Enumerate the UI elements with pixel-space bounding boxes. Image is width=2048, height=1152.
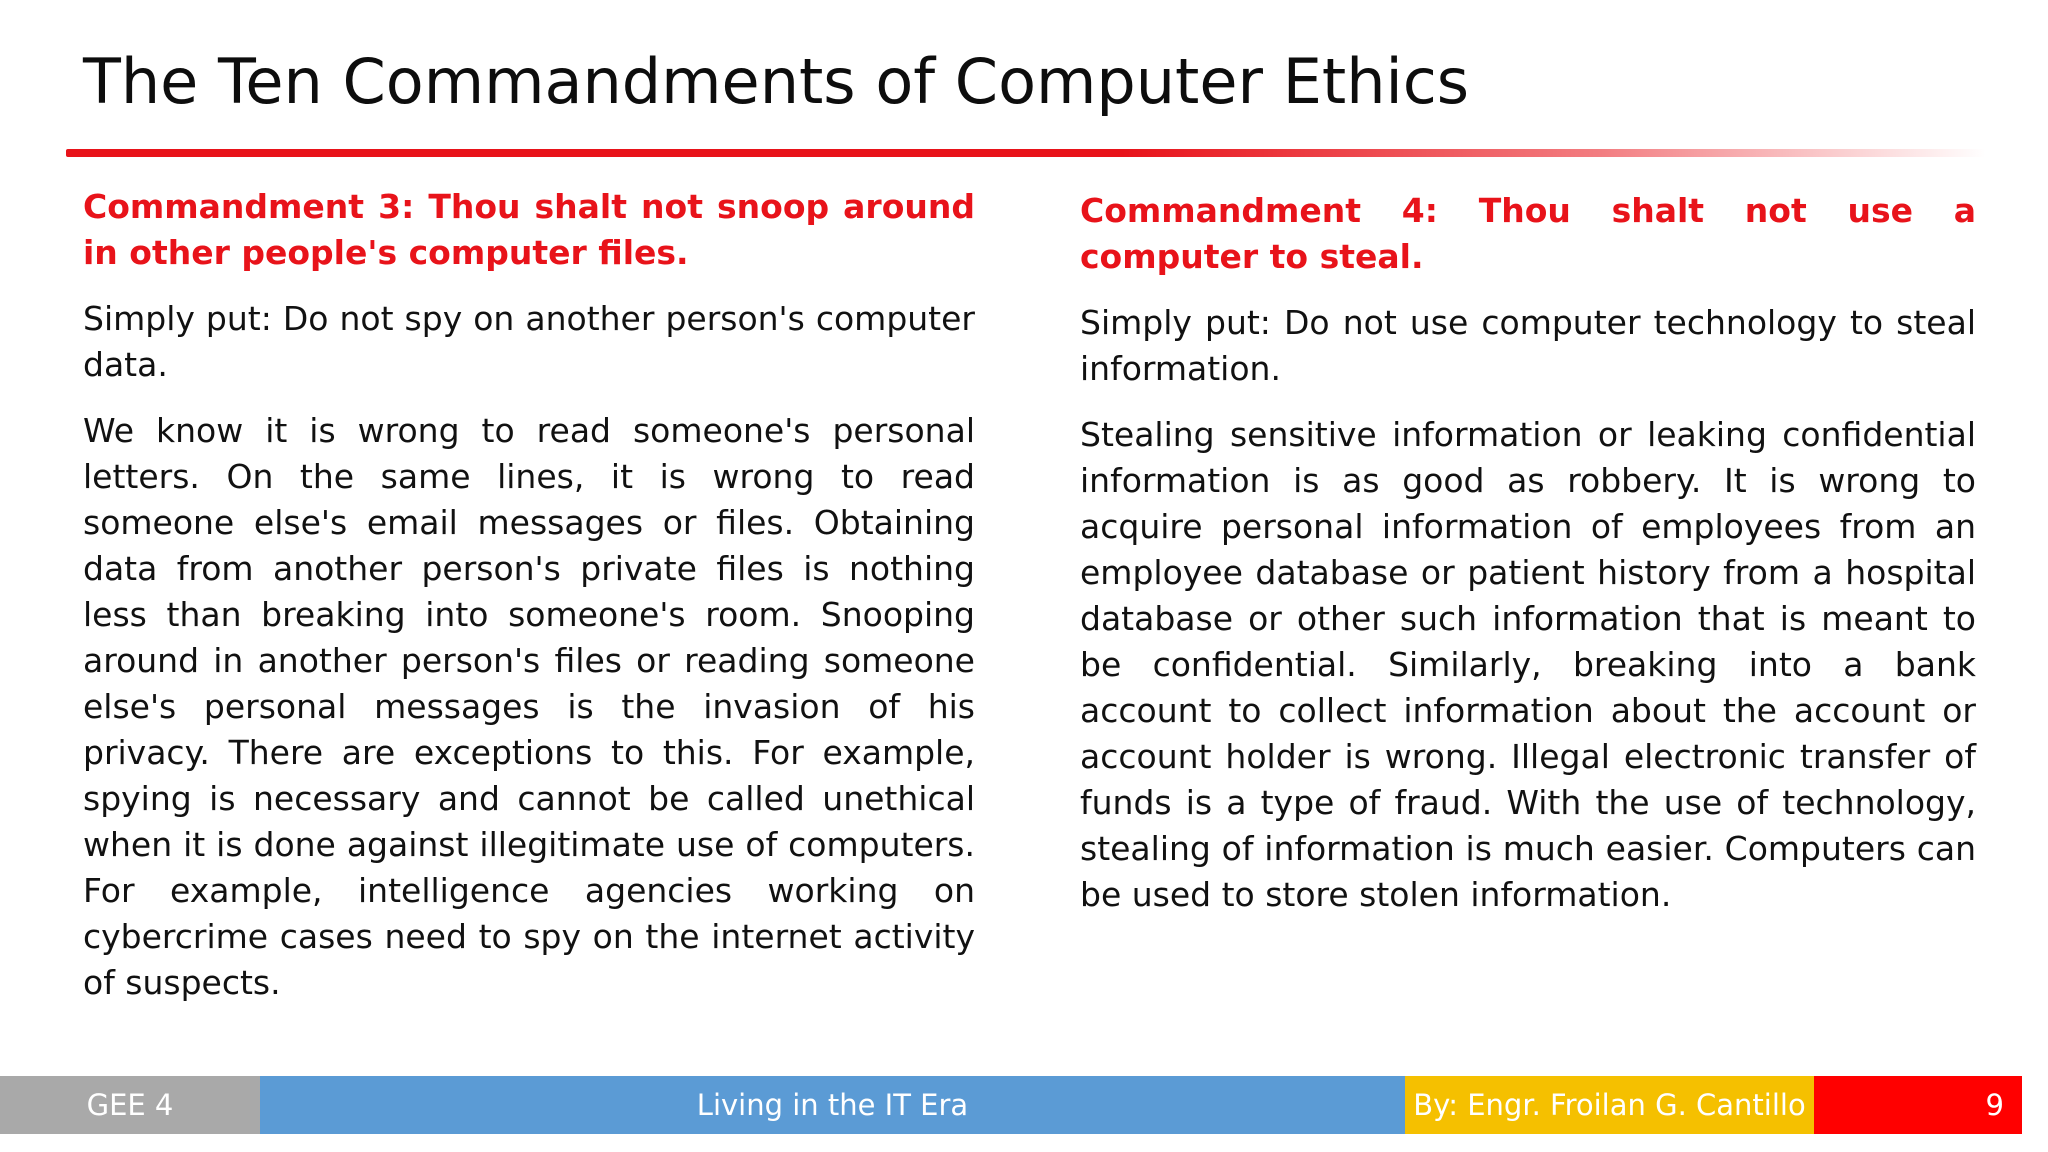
right-column [1080, 188, 1976, 938]
commandment-4-heading: Commandment 4: Thou shalt not use a computer to steal. [1080, 191, 1976, 276]
left-column [83, 184, 975, 1026]
slide-title: The Ten Commandments of Computer Ethics [83, 45, 1470, 118]
footer-course: GEE 4 [0, 1076, 260, 1134]
title-divider [66, 149, 1986, 157]
commandment-3-body: We know it is wrong to read someone's personal letters. On the same lines, it is wrong to read someone else's email messages or files. Obtaining data from another person's private files is nothing less than breaking into someone's room. Snooping around in another person's files or reading someone else's personal messages is the invasion of his privacy. There are exceptions to this. For example, spying is necessary and cannot be called unethical when it is done against illegitimate use of computers. For example, intelligence agencies working on cybercrime cases need to spy on the internet activity of suspects. [83, 411, 975, 1002]
commandment-4-body: Stealing sensitive information or leaking confidential information is as good as robbery. It is wrong to acquire personal information of employees from an employee database or patient history from a hospital database or other such information that is meant to be confidential. Similarly, breaking into a bank account to collect information about the account or account holder is wrong. Illegal electronic transfer of funds is a type of fraud. With the use of technology, stealing of information is much easier. Computers can be used to store stolen information. [1080, 415, 1976, 914]
footer-bar [0, 1076, 2022, 1134]
commandment-3-heading: Commandment 3: Thou shalt not snoop around in other people's computer files. [83, 187, 975, 272]
footer-subject: Living in the IT Era [260, 1076, 1405, 1134]
footer-author: By: Engr. Froilan G. Cantillo [1405, 1076, 1814, 1134]
commandment-4-summary: Simply put: Do not use computer technology to steal information. [1080, 303, 1976, 388]
footer-page-number: 9 [1814, 1076, 2022, 1134]
commandment-3-summary: Simply put: Do not spy on another person's computer data. [83, 299, 975, 384]
